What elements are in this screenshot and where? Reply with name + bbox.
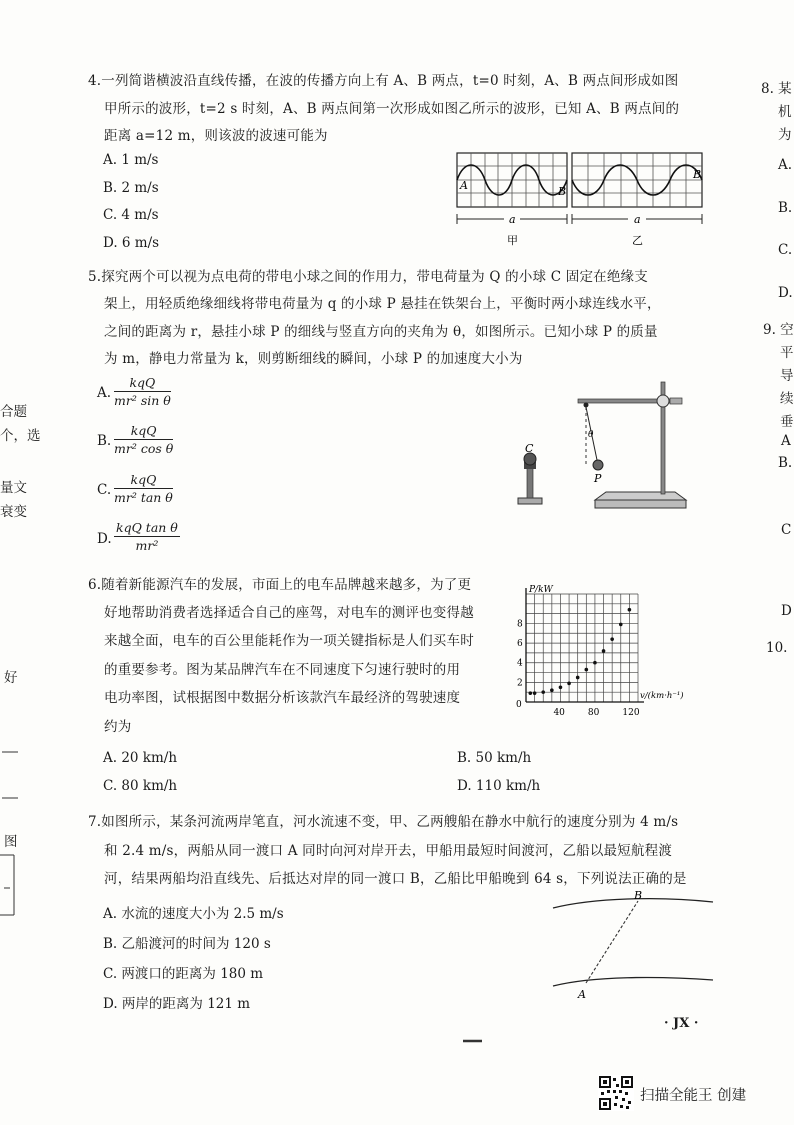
q5-option-b-fraction	[114, 423, 173, 456]
q7-option-a: A. 水流的速度大小为 2.5 m/s	[103, 906, 284, 922]
right-edge-line-14: B.	[778, 455, 793, 471]
q4-option-c: C. 4 m/s	[103, 207, 159, 223]
q4-stem-line-3: 距离 a=12 m，则该波的波速可能为	[104, 128, 328, 144]
data-point	[619, 623, 623, 627]
q7-stem-line-3: 河，结果两船均沿直线先、后抵达对岸的同一渡口 B，乙船比甲船晚到 64 s，下列说法正确的是	[104, 871, 687, 887]
wave-label-b-yi: B	[693, 168, 702, 181]
q5-option-c-letter: C.	[97, 482, 112, 498]
q5-option-a-letter: A.	[97, 385, 112, 401]
chart-origin-label: 0	[516, 700, 522, 710]
q7-option-d: D. 两岸的距离为 121 m	[103, 996, 251, 1012]
q6-power-chart	[510, 570, 720, 720]
right-edge-line-9: 平	[780, 345, 794, 361]
y-tick-label: 2	[517, 678, 523, 689]
right-edge-line-4: A.	[778, 157, 793, 173]
river-near-bank	[553, 978, 713, 986]
left-edge-line-5: 好	[4, 670, 18, 686]
q5-stem-line-4: 为 m，静电力常量为 k，则剪断细线的瞬间，小球 P 的加速度大小为	[104, 351, 523, 367]
data-point	[533, 691, 537, 695]
q7-stem-line-2: 和 2.4 m/s，两船从同一渡口 A 同时向河对岸开去，甲船用最短时间渡河，乙船以最短航程渡	[104, 843, 673, 859]
q6-option-d: D. 110 km/h	[457, 778, 541, 794]
q5-option-d-den: mr²	[135, 538, 159, 553]
chart-x-label: v/(km·h⁻¹)	[640, 691, 684, 701]
wave-caption-jia: 甲	[507, 234, 518, 247]
q4-option-b: B. 2 m/s	[103, 180, 159, 196]
q5-option-c-num: kqQ	[114, 472, 173, 489]
page-mark: · JX ·	[664, 1016, 699, 1031]
q7-option-b: B. 乙船渡河的时间为 120 s	[103, 936, 271, 952]
wave-distance-a-jia: a	[509, 213, 516, 226]
x-tick-label: 120	[622, 708, 640, 718]
q5-option-d-letter: D.	[97, 531, 112, 547]
q5-stem-line-3: 之间的距离为 r，悬挂小球 P 的细线与竖直方向的夹角为 θ，如图所示。已知小球 P 的质量	[104, 324, 658, 340]
data-point	[550, 688, 554, 692]
q6-stem-line-1: 6.随着新能源汽车的发展，市面上的电车品牌越来越多，为了更	[88, 577, 472, 593]
right-edge-line-1: 8. 某	[761, 81, 792, 97]
wave-caption-yi: 乙	[632, 234, 643, 247]
q5-option-a-num: kqQ	[114, 375, 171, 392]
q6-option-c: C. 80 km/h	[103, 778, 178, 794]
q4-stem-line-2: 甲所示的波形，t=2 s 时刻，A、B 两点间第一次形成如图乙所示的波形，已知 A、B 两点间的	[104, 101, 680, 117]
scanner-watermark: 扫描全能王 创建	[640, 1088, 747, 1104]
data-point	[576, 676, 580, 680]
q7-stem-line-1: 7.如图所示，某条河流两岸笔直，河水流速不变，甲、乙两艘船在静水中航行的速度分别为 4 m/s	[88, 814, 679, 830]
river-far-bank	[553, 899, 713, 908]
q6-stem-line-3: 来越全面，电车的百公里能耗作为一项关键指标是人们买车时	[104, 633, 474, 649]
right-edge-line-6: C.	[778, 242, 793, 258]
y-tick-label: 8	[517, 619, 523, 630]
data-point	[585, 668, 589, 672]
q5-option-d-num: kqQ tan θ	[116, 520, 178, 535]
q6-option-b: B. 50 km/h	[457, 750, 532, 766]
qr-code-icon	[598, 1075, 634, 1111]
apparatus-theta-label: θ	[588, 430, 594, 440]
wave-distance-a-yi: a	[634, 213, 641, 226]
river-path-line	[586, 901, 638, 983]
footer-smudge	[460, 1035, 490, 1047]
right-edge-line-13: A	[781, 433, 791, 449]
q4-option-a: A. 1 m/s	[103, 152, 159, 168]
q5-option-d-fraction	[114, 520, 180, 553]
q5-stem-line-1: 5.探究两个可以视为点电荷的带电小球之间的作用力，带电荷量为 Q 的小球 C 固定在绝缘支	[88, 269, 648, 285]
right-edge-line-2: 机	[778, 104, 792, 120]
q7-option-c: C. 两渡口的距离为 180 m	[103, 966, 264, 982]
x-tick-label: 40	[553, 708, 565, 718]
wave-label-a-jia: A	[460, 179, 468, 192]
right-edge-line-5: B.	[778, 200, 793, 216]
data-point	[529, 691, 533, 695]
q4-stem-line-1: 4.一列简谐横波沿直线传播，在波的传播方向上有 A、B 两点，t=0 时刻，A、B 两点间形成如图	[88, 73, 679, 89]
q5-option-c-fraction	[114, 472, 173, 505]
y-tick-label: 4	[517, 658, 523, 669]
data-point	[567, 682, 571, 686]
right-edge-line-15: C	[781, 522, 792, 538]
data-point	[602, 649, 606, 653]
q5-stem-line-2: 架上，用轻质绝缘细线将带电荷量为 q 的小球 P 悬挂在铁架台上，平衡时两小球连线水平，	[104, 296, 661, 312]
chart-y-label: P/kW	[529, 585, 553, 595]
x-tick-label: 80	[587, 708, 600, 718]
left-edge-line-6: 图	[4, 834, 18, 850]
right-edge-line-12: 垂	[780, 414, 794, 430]
q6-option-a: A. 20 km/h	[103, 750, 178, 766]
q5-option-a-den: mr² sin θ	[114, 393, 171, 408]
data-point	[610, 637, 614, 641]
q6-stem-line-4: 的重要参考。图为某品牌汽车在不同速度下匀速行驶时的用	[104, 662, 461, 678]
river-label-a: A	[578, 988, 586, 1001]
right-edge-line-7: D.	[778, 285, 793, 301]
q6-stem-line-2: 好地帮助消费者选择适合自己的座驾，对电车的测评也变得越	[104, 605, 474, 621]
chart-grid	[526, 594, 638, 702]
right-edge-line-16: D	[781, 603, 792, 619]
q5-option-b-den: mr² cos θ	[114, 441, 174, 456]
q6-stem-line-6: 约为	[104, 719, 132, 735]
left-edge-line-1: 合题	[0, 404, 27, 420]
q7-river-figure	[548, 888, 718, 1003]
y-tick-label: 6	[517, 639, 523, 650]
wave-label-b-jia: B	[558, 185, 567, 198]
data-point	[628, 608, 632, 612]
data-point	[593, 661, 597, 665]
left-edge-line-2: 个，选	[0, 428, 41, 444]
apparatus-label-c: C	[525, 442, 534, 455]
left-edge-line-4: 衰变	[0, 504, 27, 520]
river-label-b: B	[634, 889, 643, 902]
right-edge-line-17: 10.	[766, 640, 788, 656]
right-edge-line-8: 9. 空	[763, 322, 794, 338]
q4-option-d: D. 6 m/s	[103, 235, 160, 251]
data-point	[541, 690, 545, 694]
q5-option-c-den: mr² tan θ	[114, 490, 173, 505]
q4-wave-figure	[452, 148, 712, 250]
data-point	[559, 685, 563, 689]
q5-apparatus-figure	[510, 372, 715, 522]
q5-option-b-num: kqQ	[114, 423, 173, 440]
right-edge-line-3: 为	[778, 127, 792, 143]
q5-option-a-fraction	[114, 375, 171, 408]
apparatus-label-p: P	[594, 472, 602, 485]
q5-option-b-letter: B.	[97, 433, 112, 449]
right-edge-line-10: 导	[780, 368, 794, 384]
left-edge-marks	[0, 730, 20, 920]
left-edge-line-3: 量文	[0, 480, 27, 496]
q6-stem-line-5: 电功率图，试根据图中数据分析该款汽车最经济的驾驶速度	[104, 690, 461, 706]
right-edge-line-11: 续	[780, 391, 794, 407]
